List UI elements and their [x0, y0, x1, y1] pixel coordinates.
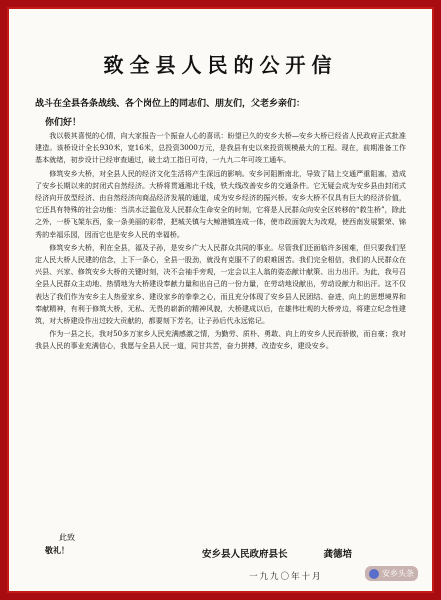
letter-greeting: 战斗在全县各条战线、各个岗位上的同志们、朋友们，父老乡亲们： — [35, 99, 306, 109]
letter-body — [35, 130, 406, 354]
closing-line-1: 此致 — [59, 533, 75, 542]
letter-title: 致全县人民的公开信 — [103, 53, 338, 77]
letter-date: 一九九〇年十月 — [249, 572, 323, 582]
signature-title: 安乡县人民政府县长 — [202, 549, 288, 560]
signature-name: 龚德培 — [323, 549, 353, 560]
paragraph-3: 修筑安乡大桥，利在全县，福及子孙，是安乡广大人民群众共同的事业。尽管我们还面临许多困难，但只要我们坚定人民大桥人民建的信念，上下一条心，全县一股劲，就没有克服不了的艰难困苦。我们完全相信，我们的人民群众在兴县、兴家、修筑安乡大桥的关键时刻，决不会袖手旁观，一定会以主人翁的姿态献计献策、出力出汗。为此，我号召全县人民群众主动地、热情地为大桥建设奉献力量和出自己的一份力量，在劳动地设献出，劳动设献力和出汗。这不仅表达了我们作为安乡主人热爱家乡、建设家乡的拳拳之心，而且充分体现了安乡县人民团结、奋进，向上的思想境界和奉献精神，有利于修筑大桥，无私、无畏的崭新的精神风貌，大桥建成以后，在雄伟壮观的大桥旁边，将建立纪念性建筑，对大桥建设作出过较大贡献的，都要刻下芳名，让子孙后代永远铭记。 — [35, 242, 406, 326]
paragraph-1: 我以极其喜悦的心情，向大家报告一个振奋人心的喜讯：盼望已久的安乡大桥—安乡大桥已经省人民政府正式批准建造。该桥设计全长930米，宽16米，总投资3000万元，是我县有史以来投资规模最大的工程。现在，前期准备工作基本就绪，初步设计已经审查通过，破土动工指日可待，一九九二年可竣工通车。 — [35, 131, 406, 165]
paragraph-2: 修筑安乡大桥，对全县人民的经济文化生活将产生深远的影响。安乡河阻断南北，导致了陆上交通严重阻塞，造成了安乡长期以来的封闭式自然经济。大桥将贯通湘北千线，铁大线改善安乡的交通条件。它无疑会成为安乡县由封闭式经济向开放型经济、由自然经济向商品经济发展的通道，成为安乡经济的振兴桥。安乡大桥不仅具有巨大的经济价值，它还具有特殊的社会功能：当洪水泛滥危及人民群众生命安全的时刻，它将是人民群众向安全区转移的“救生桥”，除此之外，一桥飞架东西，象一条美丽的彩带，把城关镇与大鲸港镇连成一体，使市政面貌大为改观，使西南发展繁荣、锦秀的幸福乐园，因而它也是安乡人民的幸福桥。 — [35, 168, 406, 239]
watermark-badge — [365, 566, 418, 581]
closing-line-2: 敬礼！ — [45, 545, 69, 555]
wechat-channel-icon — [369, 569, 379, 579]
letter-closing — [45, 531, 75, 557]
letter-hello: 你们好！ — [45, 118, 82, 128]
signature — [202, 546, 352, 560]
letter-page — [9, 9, 432, 591]
paragraph-4: 作为一县之长，我对50多万家乡人民充满感激之情，为勤劳、质朴、勇敢、向上的安乡人民而骄傲，而自豪；我对我县人民的事业充满信心，我愿与全县人民一道，同甘共苦，奋力拼搏，改造安乡，建设安乡。 — [35, 329, 406, 351]
watermark-text: 安乡头条 — [382, 569, 414, 578]
